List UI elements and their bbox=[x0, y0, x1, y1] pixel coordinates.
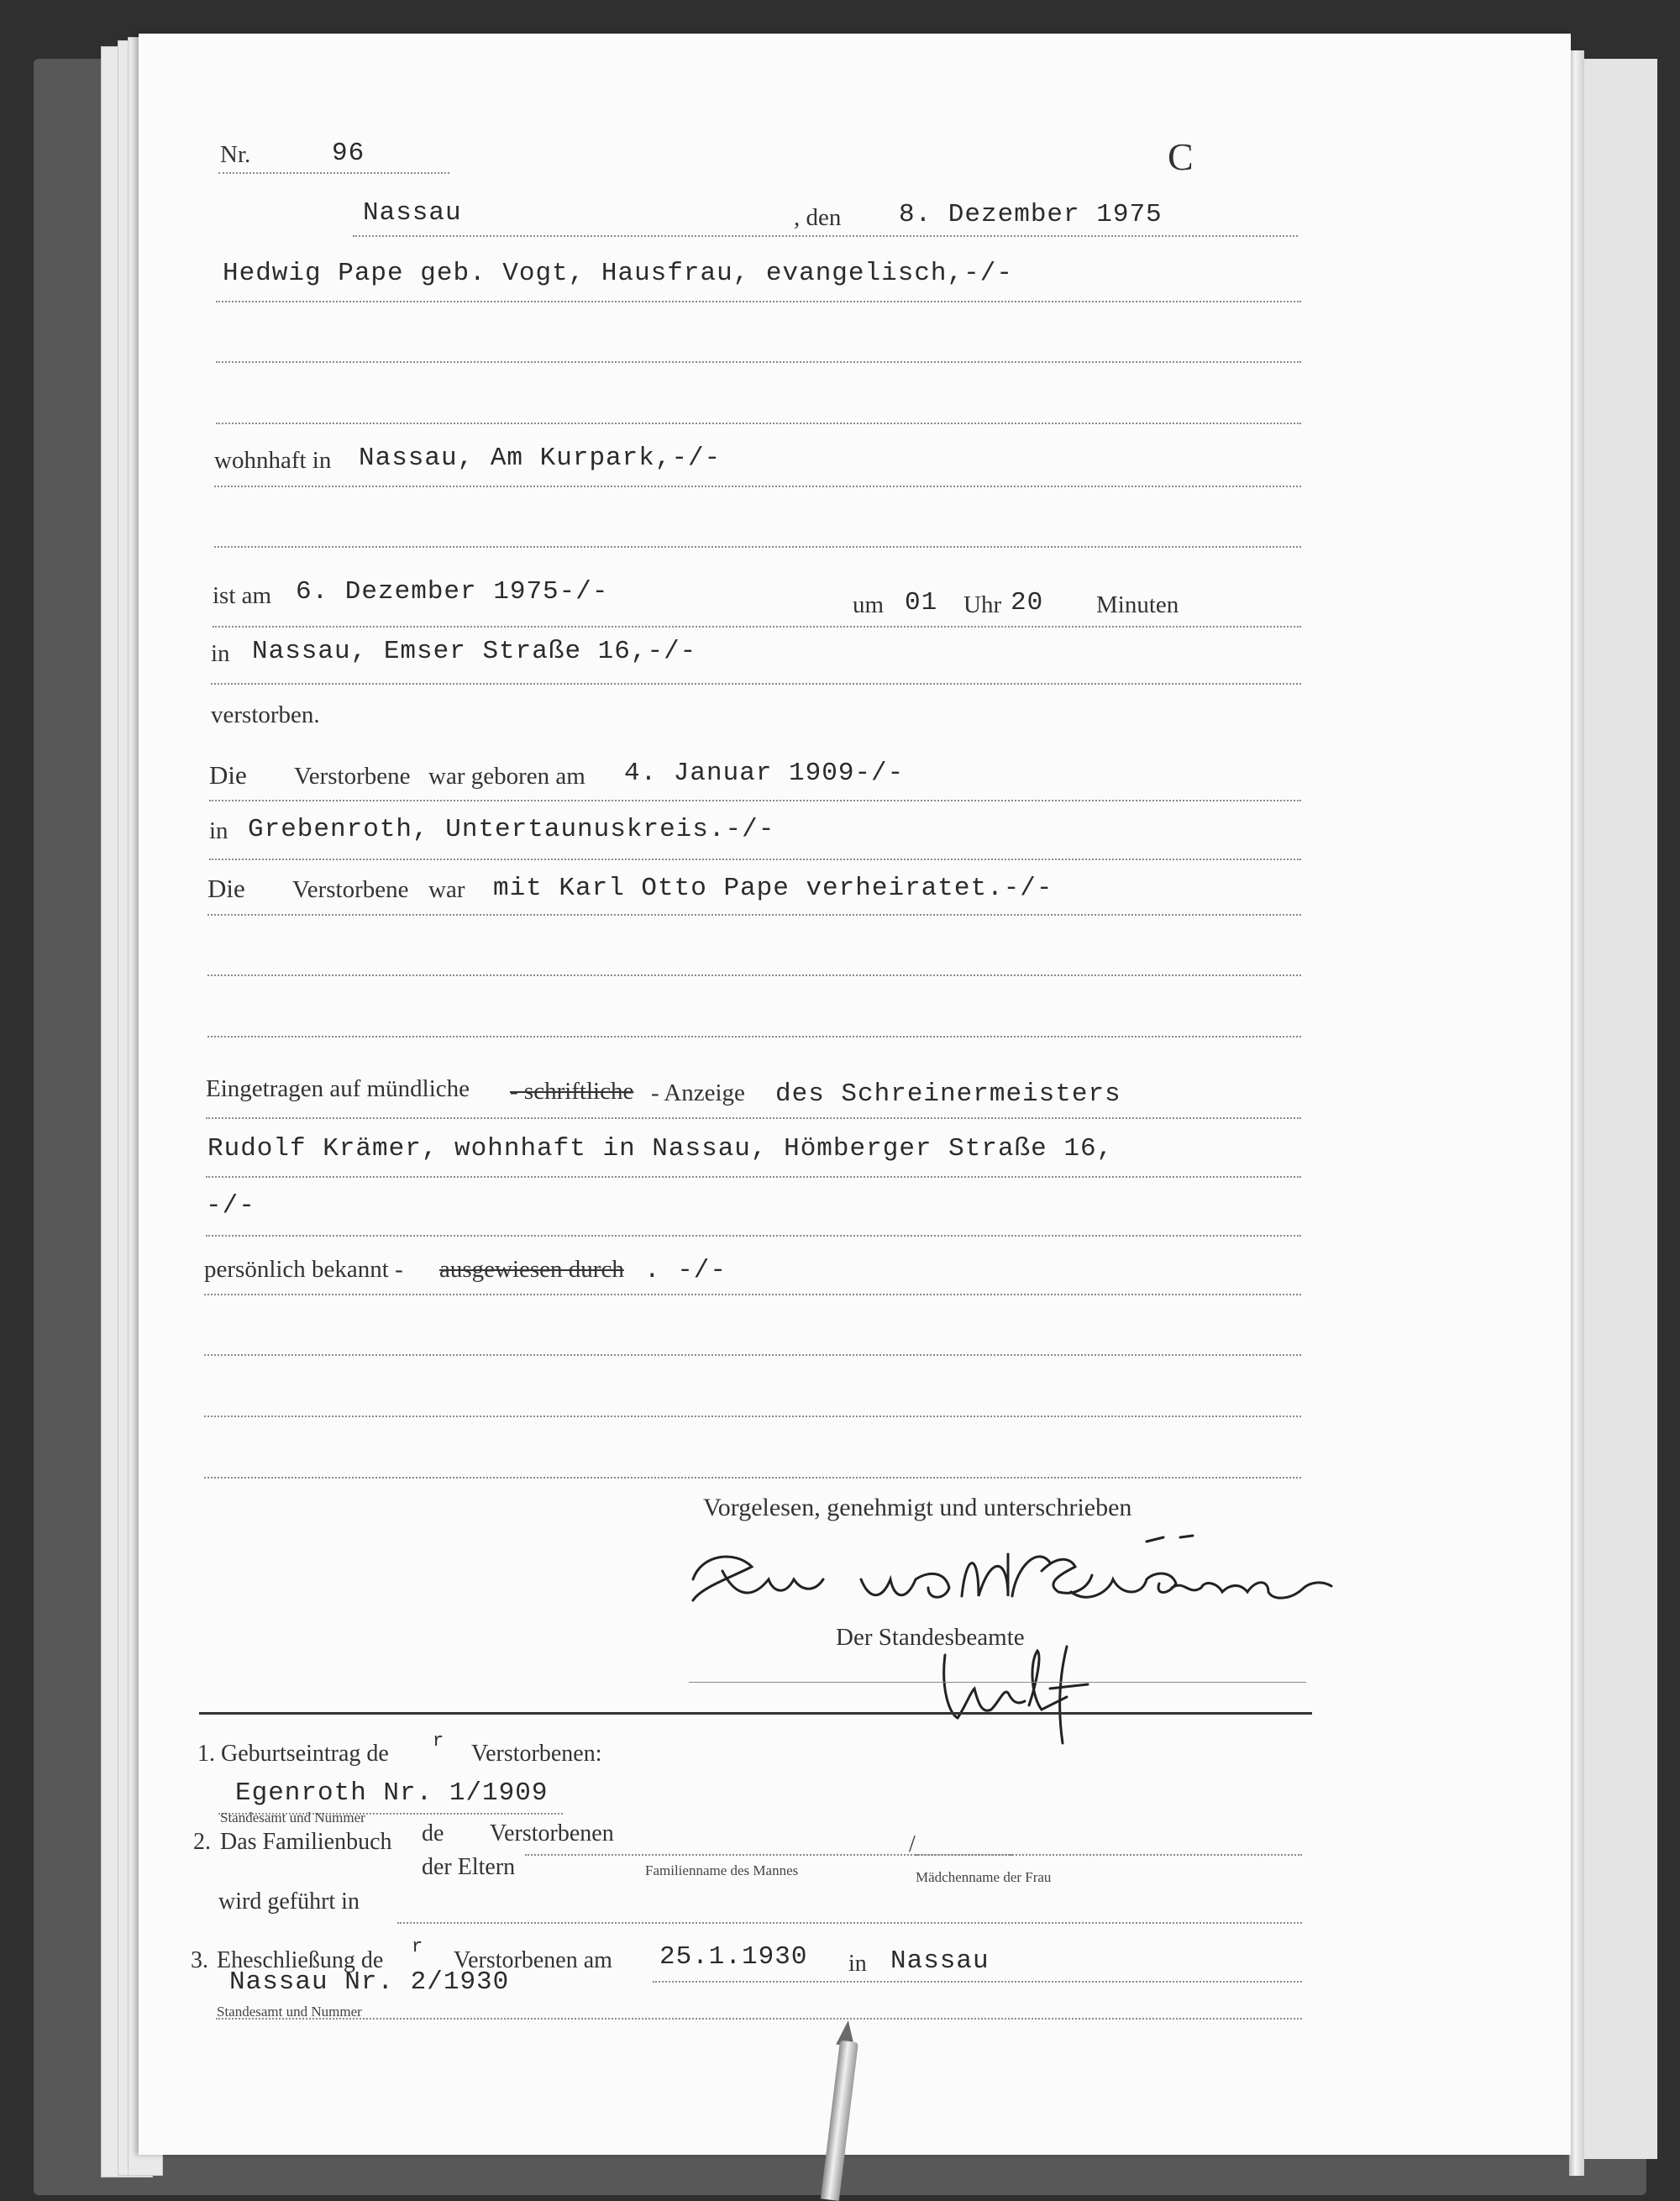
birth-geboren-label: war geboren am bbox=[428, 763, 585, 790]
note2-number: 2. bbox=[193, 1829, 211, 1855]
birth-place-rule bbox=[209, 859, 1301, 860]
birth-date-rule bbox=[209, 800, 1301, 801]
note3-label-a: Eheschließung de bbox=[217, 1947, 384, 1973]
continuation-rule bbox=[206, 1235, 1301, 1237]
marriage-war-label: war bbox=[428, 876, 465, 903]
nr-rule bbox=[218, 172, 449, 174]
informant-signature bbox=[676, 1521, 1348, 1638]
anzeige-rule bbox=[206, 1117, 1301, 1119]
death-minute: 20 bbox=[1011, 588, 1044, 617]
bekannt-value: . -/- bbox=[644, 1256, 727, 1285]
schriftliche-struck: - schriftliche bbox=[510, 1078, 634, 1105]
informant-rule bbox=[206, 1176, 1301, 1178]
note1-value: Egenroth Nr. 1/1909 bbox=[235, 1778, 549, 1808]
note3-value: Nassau Nr. 2/1930 bbox=[229, 1967, 510, 1997]
ausgewiesen-struck: ausgewiesen durch bbox=[439, 1256, 624, 1283]
marriage-text: mit Karl Otto Pape verheiratet.-/- bbox=[493, 874, 1053, 903]
marriage-role: Verstorbene bbox=[292, 876, 409, 903]
bekannt-label: persönlich bekannt - bbox=[204, 1256, 403, 1283]
note2-eltern: der Eltern bbox=[422, 1854, 516, 1880]
minuten-label: Minuten bbox=[1096, 591, 1179, 618]
wohnhaft-value: Nassau, Am Kurpark,-/- bbox=[359, 444, 722, 473]
note1-label-a: Geburtseintrag de bbox=[221, 1741, 389, 1767]
note2-verstorbenen: Verstorbenen bbox=[490, 1820, 614, 1846]
bekannt-rule bbox=[204, 1294, 1301, 1295]
wohnhaft-label: wohnhaft in bbox=[214, 447, 332, 474]
blank-rule bbox=[204, 1477, 1301, 1479]
eingetragen-label: Eingetragen auf mündliche bbox=[206, 1075, 470, 1102]
section-letter: C bbox=[1168, 135, 1194, 178]
note2-label: Das Familienbuch bbox=[220, 1829, 392, 1855]
blank-rule bbox=[207, 1036, 1301, 1037]
informant-continuation: -/- bbox=[206, 1191, 255, 1221]
signature-rule bbox=[689, 1682, 1306, 1683]
note1-sup: r bbox=[433, 1731, 445, 1752]
death-date: 6. Dezember 1975-/- bbox=[296, 577, 609, 607]
note1-caption: Standesamt und Nummer bbox=[220, 1810, 365, 1825]
den-label: , den bbox=[794, 204, 842, 231]
marriage-rule bbox=[207, 914, 1301, 916]
blank-rule bbox=[216, 423, 1301, 424]
register-page bbox=[139, 34, 1571, 2155]
note2-frau-rule bbox=[916, 1854, 1302, 1856]
birth-die-label: Die bbox=[209, 760, 247, 790]
anzeige-label: - Anzeige bbox=[651, 1079, 745, 1106]
vorgelesen-text: Vorgelesen, genehmigt und unterschrieben bbox=[703, 1494, 1132, 1521]
birth-date: 4. Januar 1909-/- bbox=[624, 759, 905, 788]
note3-date-rule bbox=[653, 1981, 1302, 1983]
date-rule bbox=[353, 235, 1298, 237]
death-place-rule bbox=[211, 683, 1301, 685]
informant-line: Rudolf Krämer, wohnhaft in Nassau, Hömberger Straße 16, bbox=[207, 1134, 1114, 1164]
notes-divider bbox=[199, 1712, 1312, 1715]
ist-am-label: ist am bbox=[213, 582, 272, 609]
blank-rule bbox=[204, 1354, 1301, 1356]
death-place: Nassau, Emser Straße 16,-/- bbox=[252, 637, 697, 666]
note3-in: in bbox=[848, 1951, 867, 1977]
person-line: Hedwig Pape geb. Vogt, Hausfrau, evangelisch,-/- bbox=[223, 259, 1013, 288]
death-in-label: in bbox=[211, 640, 230, 667]
note3-value-rule bbox=[216, 2018, 1302, 2020]
blank-rule bbox=[207, 974, 1301, 976]
facing-page-edge bbox=[1579, 59, 1657, 2159]
note1-label-b: Verstorbenen: bbox=[471, 1741, 602, 1767]
death-date-rule bbox=[213, 626, 1301, 628]
wohnhaft-rule bbox=[214, 486, 1301, 487]
note3-number: 3. bbox=[191, 1947, 208, 1973]
anzeige-value: des Schreinermeisters bbox=[775, 1079, 1121, 1109]
birth-role: Verstorbene bbox=[294, 763, 411, 790]
verstorben-label: verstorben. bbox=[211, 701, 320, 728]
standesbeamte-label: Der Standesbeamte bbox=[836, 1624, 1025, 1651]
place-value: Nassau bbox=[363, 198, 462, 228]
blank-rule bbox=[204, 1416, 1301, 1417]
note3-date: 25.1.1930 bbox=[659, 1942, 808, 1972]
note2-de: de bbox=[422, 1820, 444, 1846]
person-rule bbox=[216, 301, 1301, 302]
nr-label: Nr. bbox=[220, 141, 251, 168]
note2-gefuehrt: wird geführt in bbox=[218, 1888, 360, 1915]
note3-caption: Standesamt und Nummer bbox=[217, 2004, 362, 2020]
note3-label-b: Verstorbenen am bbox=[454, 1947, 612, 1973]
uhr-label: Uhr bbox=[963, 591, 1002, 618]
book-binding bbox=[1569, 50, 1584, 2176]
death-hour: 01 bbox=[905, 588, 938, 617]
note2-gefuehrt-rule bbox=[397, 1922, 1302, 1924]
note2-slash: / bbox=[909, 1831, 916, 1857]
marriage-die-label: Die bbox=[207, 874, 245, 903]
blank-rule bbox=[216, 361, 1301, 363]
birth-place: Grebenroth, Untertaunuskreis.-/- bbox=[248, 815, 775, 844]
note2-caption-mann: Familienname des Mannes bbox=[645, 1862, 799, 1878]
birth-in-label: in bbox=[209, 817, 228, 844]
nr-value: 96 bbox=[332, 139, 365, 168]
date-value: 8. Dezember 1975 bbox=[899, 200, 1163, 229]
note1-number: 1. bbox=[197, 1741, 215, 1767]
note3-sup: r bbox=[412, 1936, 424, 1957]
official-signature bbox=[932, 1630, 1117, 1747]
um-label: um bbox=[853, 591, 885, 618]
note3-place: Nassau bbox=[890, 1946, 990, 1976]
note2-caption-frau: Mädchenname der Frau bbox=[916, 1869, 1052, 1885]
blank-rule bbox=[214, 546, 1301, 548]
